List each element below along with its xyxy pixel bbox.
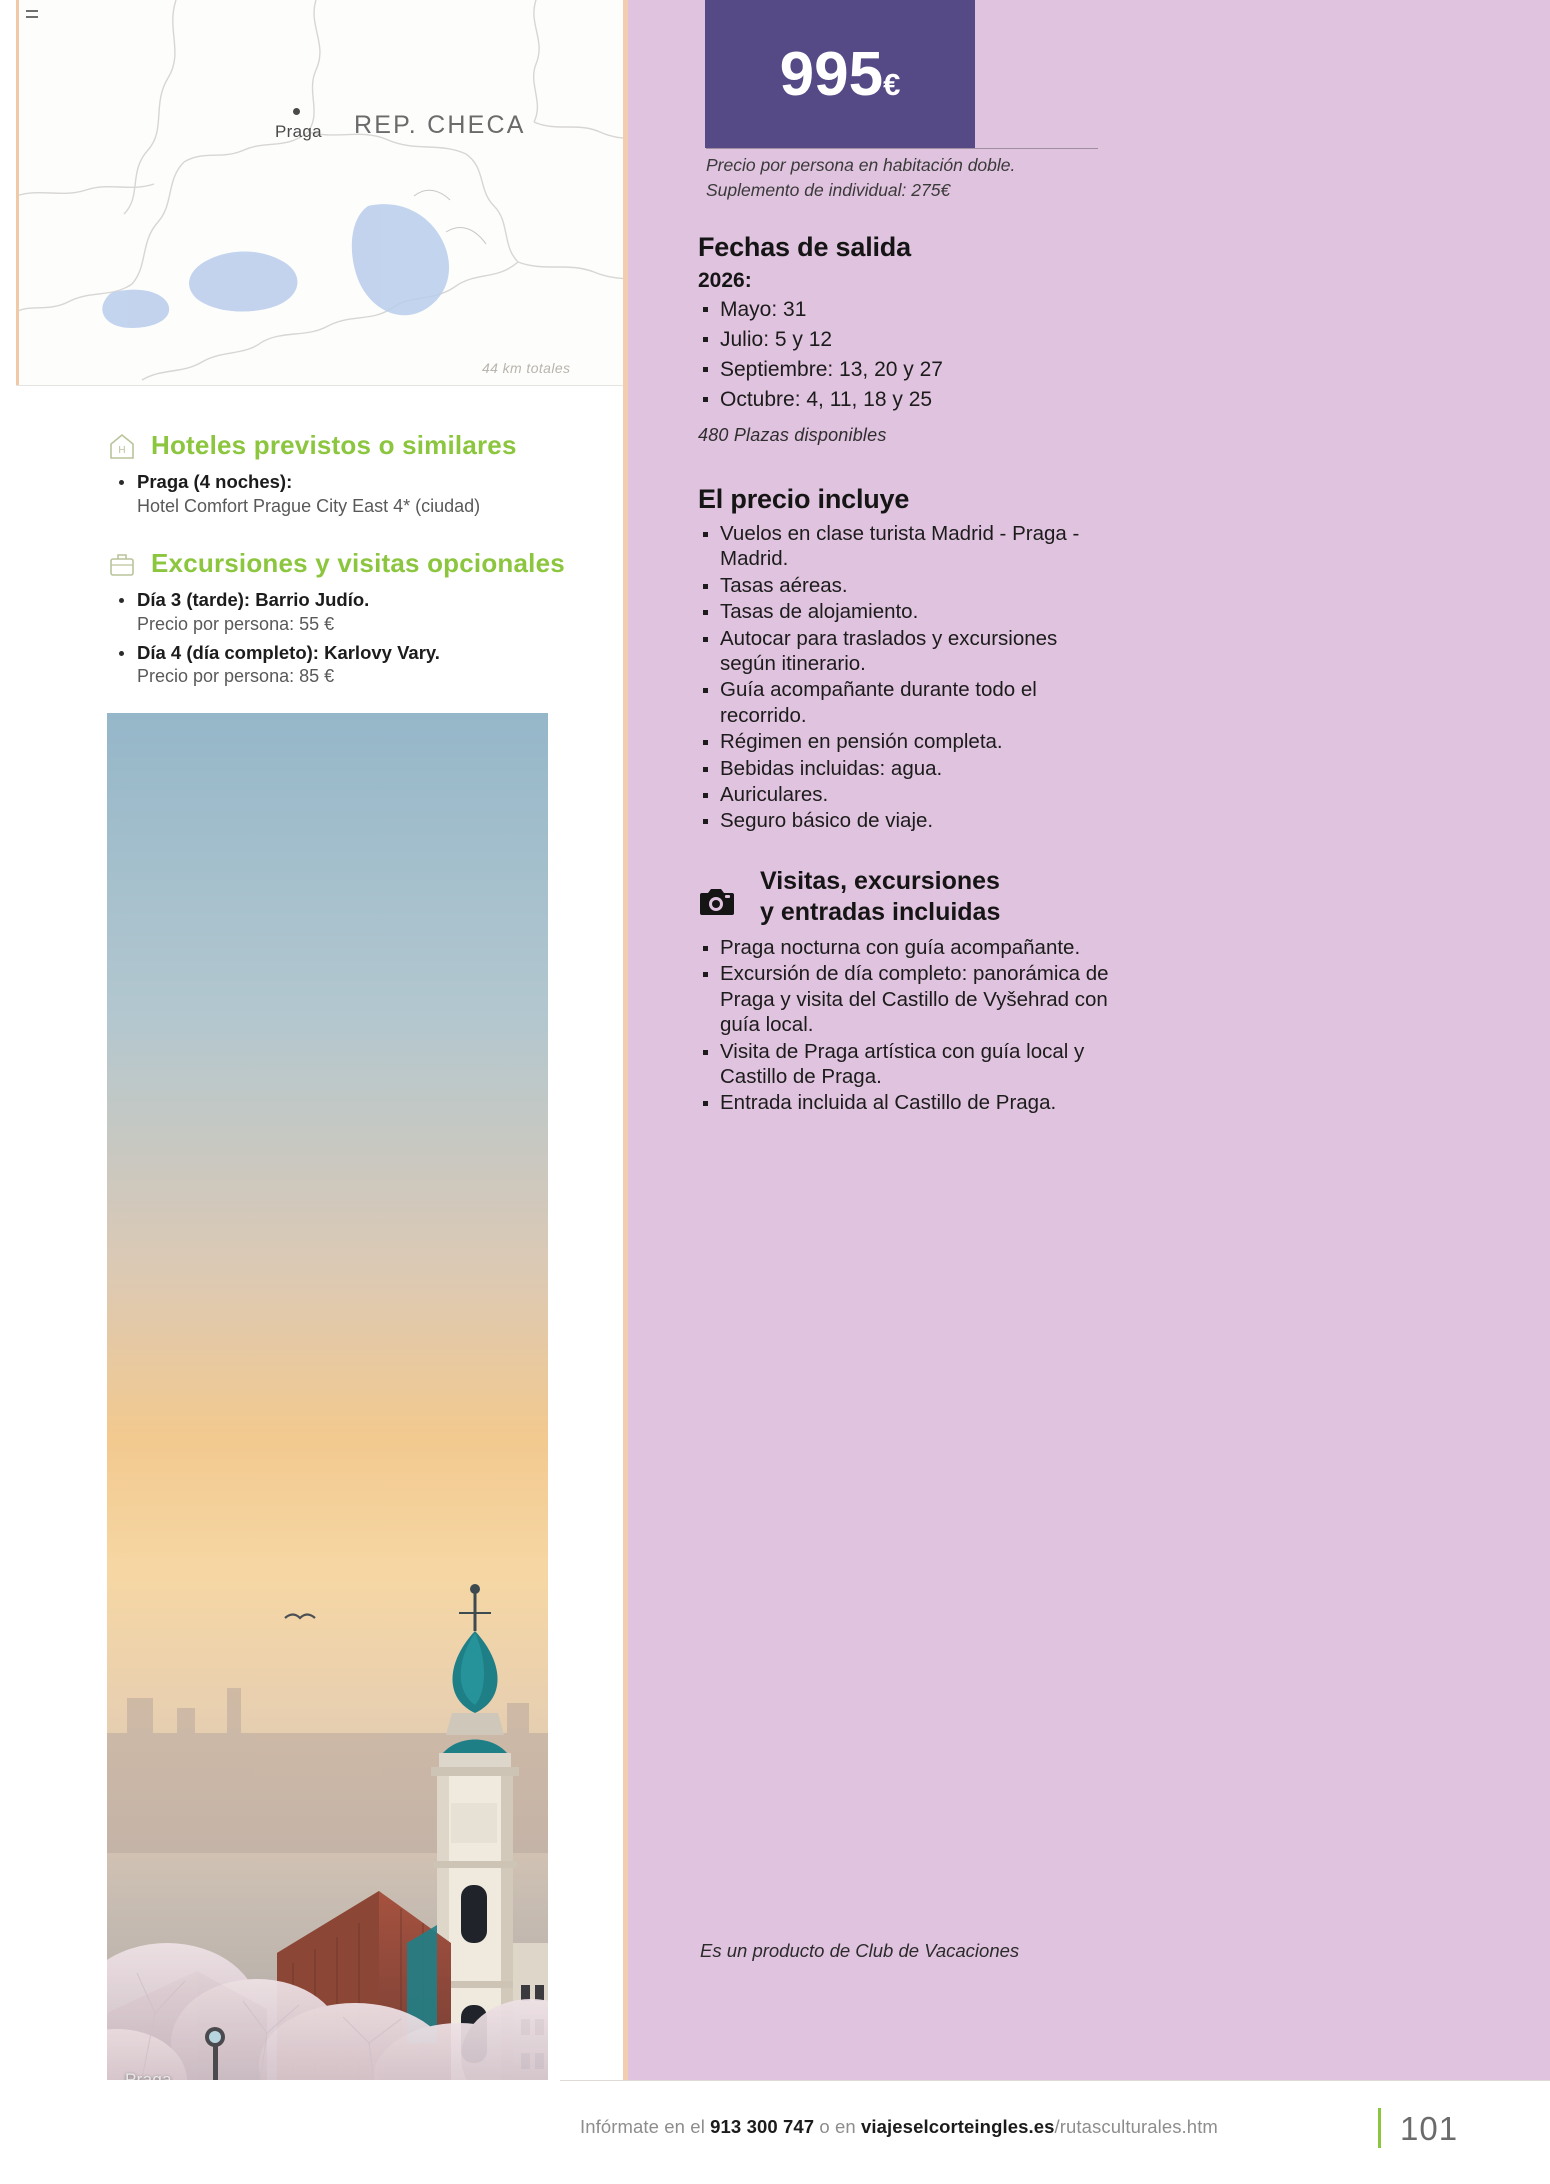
- visits-title-line-2: y entradas incluidas: [760, 897, 1001, 926]
- page-number: 101: [1400, 2110, 1459, 2147]
- list-item: Julio: 5 y 12: [698, 326, 1128, 353]
- suitcase-icon: [107, 549, 137, 579]
- list-item: Praga nocturna con guía acompañante.: [698, 935, 1128, 960]
- departures-title: Fechas de salida: [698, 232, 911, 262]
- list-item: Régimen en pensión completa.: [698, 729, 1098, 754]
- hotel-name: Praga (4 noches):: [137, 471, 293, 492]
- destination-photo: [107, 713, 548, 2104]
- excursion-price: Precio por persona: 55 €: [137, 613, 335, 634]
- excursions-title: Excursiones y visitas opcionales: [151, 548, 565, 578]
- hotels-heading: [107, 430, 627, 461]
- price-note: [706, 153, 1126, 204]
- departures-section: [698, 232, 1128, 446]
- list-item: [107, 641, 667, 690]
- excursion-name: Día 3 (tarde): Barrio Judío.: [137, 589, 370, 610]
- list-item: Septiembre: 13, 20 y 27: [698, 356, 1128, 383]
- price-note-line-2: Suplemento de individual: 275€: [706, 180, 951, 201]
- page-footer: [0, 2080, 1550, 2184]
- price-value: [780, 39, 901, 110]
- includes-section: [698, 484, 1098, 835]
- list-item: Seguro básico de viaje.: [698, 808, 1098, 833]
- price-currency: €: [883, 66, 901, 102]
- footer-prefix: Infórmate en el: [580, 2116, 711, 2137]
- crop-mark-icon-2: [26, 16, 38, 18]
- list-item: Auriculares.: [698, 782, 1098, 807]
- product-note: Es un producto de Club de Vacaciones: [700, 1940, 1020, 1961]
- map-city-label-praga: Praga: [275, 122, 322, 141]
- departures-year: 2026:: [698, 269, 752, 292]
- footer-site[interactable]: viajeselcorteingles.es: [861, 2116, 1055, 2137]
- list-item: Tasas de alojamiento.: [698, 599, 1098, 624]
- list-item: Visita de Praga artística con guía local y Castillo de Praga.: [698, 1039, 1128, 1090]
- visits-section: [698, 866, 1128, 1117]
- hotel-house-icon: [107, 431, 137, 461]
- hotels-section: [107, 430, 627, 523]
- footer-path[interactable]: /rutasculturales.htm: [1054, 2116, 1218, 2137]
- footer-middle: o en: [814, 2116, 862, 2137]
- hotels-list: [107, 470, 627, 519]
- list-item: Mayo: 31: [698, 296, 1128, 323]
- list-item: Guía acompañante durante todo el recorrido.: [698, 677, 1098, 728]
- map-left-accent-bar: [16, 0, 19, 385]
- list-item: Entrada incluida al Castillo de Praga.: [698, 1090, 1128, 1115]
- price-badge: [705, 0, 975, 148]
- includes-list: [698, 521, 1098, 834]
- excursion-price: Precio por persona: 85 €: [137, 666, 335, 687]
- price-amount: 995: [779, 39, 884, 109]
- list-item: Bebidas incluidas: agua.: [698, 756, 1098, 781]
- footer-divider: [560, 2080, 1550, 2081]
- excursions-heading: [107, 548, 667, 579]
- list-item: Excursión de día completo: panorámica de Praga y visita del Castillo de Vyšehrad con guía local.: [698, 961, 1128, 1037]
- list-item: [107, 470, 627, 519]
- footer-phone[interactable]: 913 300 747: [710, 2116, 815, 2137]
- map-city-dot-praga: [293, 108, 300, 115]
- excursions-list: [107, 588, 667, 689]
- list-item: Tasas aéreas.: [698, 573, 1098, 598]
- crop-mark-icon: [26, 10, 38, 12]
- camera-icon: [698, 884, 734, 918]
- list-item: Autocar para traslados y excursiones según itinerario.: [698, 626, 1098, 677]
- excursions-section: [107, 548, 667, 693]
- panel-left-accent-bar: [623, 0, 628, 2080]
- price-divider: [706, 148, 1098, 149]
- list-item: Octubre: 4, 11, 18 y 25: [698, 386, 1128, 413]
- list-item: [107, 588, 667, 637]
- svg-text:H: H: [118, 444, 126, 456]
- hotel-detail: Hotel Comfort Prague City East 4* (ciudad): [137, 495, 481, 516]
- visits-list: [698, 935, 1128, 1116]
- includes-title: El precio incluye: [698, 484, 910, 514]
- footer-accent-bar: [1378, 2108, 1381, 2148]
- map-country-label: REP. CHECA: [354, 111, 526, 139]
- departures-list: [698, 296, 1128, 413]
- visits-title-line-1: Visitas, excursiones: [760, 867, 1000, 895]
- list-item: Vuelos en clase turista Madrid - Praga - Madrid.: [698, 521, 1098, 572]
- map-scale-label: 44 km totales: [482, 360, 571, 376]
- excursion-name: Día 4 (día completo): Karlovy Vary.: [137, 641, 440, 663]
- visits-heading: [698, 866, 1128, 927]
- photo-graphic: [107, 713, 548, 2104]
- price-note-line-1: Precio por persona en habitación doble.: [706, 155, 1016, 175]
- available-seats: 480 Plazas disponibles: [698, 425, 887, 446]
- hotels-title: Hoteles previstos o similares: [151, 430, 517, 460]
- footer-contact: [580, 2116, 1218, 2138]
